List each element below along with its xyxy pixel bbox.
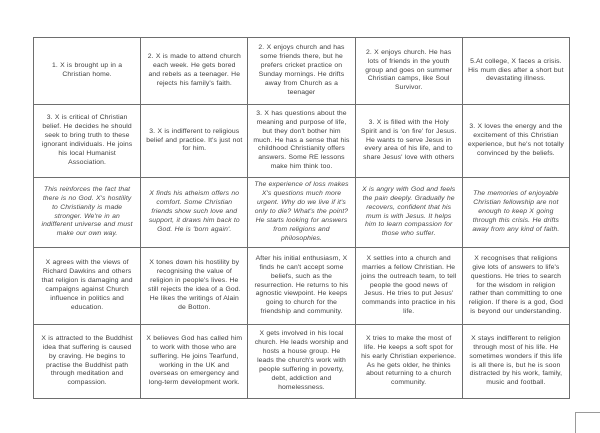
table-cell: 3. X is critical of Christian belief. He decides he should seek to bring truth to these ignorant individuals. He joins his local Humanist Association. [34,105,141,178]
table-row [34,248,570,325]
table-cell: X believes God has called him to work with those who are suffering. He joins Tearfund, working in the UK and overseas on emergency and long-term development work. [141,325,248,399]
table-cell: 3. X is filled with the Holy Spirit and is 'on fire' for Jesus. He wants to serve Jesus in every area of his life, and to share Jesus' love with others [355,105,462,178]
table-cell: 2. X enjoys church and has some friends there, but he prefers cricket practice on Sunday mornings. He drifts away from Church as a teenager [248,38,355,105]
table-cell: X tries to make the most of life. He keeps a soft spot for his early Christian experience. As he gets older, he thinks about returning to a church community. [355,325,462,399]
table-row [34,105,570,178]
table-cell: After his initial enthusiasm, X finds he can't accept some beliefs, such as the resurrection. He returns to his agnostic viewpoint. He keeps going to church for the friendship and community. [248,248,355,325]
next-table-corner-fragment [575,412,600,433]
table-cell: X stays indifferent to religion through most of his life. He sometimes wonders if this life is all there is, but he is soon distracted by his work, family, music and football. [462,325,569,399]
table-cell: X gets involved in his local church. He leads worship and hosts a house group. He leads the church's work with people suffering in poverty, debt, addiction and homelessness. [248,325,355,399]
table-cell: X settles into a church and marries a fellow Christian. He joins the outreach team, to tell people the good news of Jesus. He tries to put Jesus' commands into practice in his life. [355,248,462,325]
table-cell: 2. X is made to attend church each week. He gets bored and rebels as a teenager. He rejects his family's faith. [141,38,248,105]
table-row-italic [34,178,570,248]
table-cell: The memories of enjoyable Christian fellowship are not enough to keep X going through this crisis. He drifts away from any kind of faith. [462,178,569,248]
table-row [34,325,570,399]
table-cell: X finds his atheism offers no comfort. Some Christian friends show such love and support, it draws him back to God. He is 'born again'. [141,178,248,248]
table-cell: This reinforces the fact that there is no God. X's hostility to Christianity is made stronger. We're in an indifferent universe and must make our own way. [34,178,141,248]
table-cell: X is attracted to the Buddhist idea that suffering is caused by craving. He begins to practise the Buddhist path through meditation and compassion. [34,325,141,399]
table-cell: X tones down his hostility by recognising the value of religion in people's lives. He still rejects the idea of a God. He likes the writings of Alain de Botton. [141,248,248,325]
table-row [34,38,570,105]
table-cell: X recognises that religions give lots of answers to life's questions. He tries to search for the wisdom in religion rather than committing to one religion. If there is a god, God is beyond our understanding. [462,248,569,325]
table-cell: 2. X enjoys church. He has lots of friends in the youth group and goes on summer Christian camps, like Soul Survivor. [355,38,462,105]
table-cell: 5.At college, X faces a crisis. His mum dies after a short but devastating illness. [462,38,569,105]
table-cell: 3. X is indifferent to religious belief and practice. It's just not for him. [141,105,248,178]
worksheet-table [33,37,570,399]
table-cell: X is angry with God and feels the pain deeply. Gradually he recovers, confident that his mum is with Jesus. It helps him to learn compassion for those who suffer. [355,178,462,248]
table-cell: 1. X is brought up in a Christian home. [34,38,141,105]
table-cell: X agrees with the views of Richard Dawkins and others that religion is damaging and campaigns against Church influence in politics and education. [34,248,141,325]
table-cell: 3. X loves the energy and the excitement of this Christian experience, but he's not totally convinced by the beliefs. [462,105,569,178]
table-cell: The experience of loss makes X's questions much more urgent. Why do we live if it's only to die? What's the point? He starts looking for answers from religions and philosophies. [248,178,355,248]
table-cell: 3. X has questions about the meaning and purpose of life, but they don't bother him much. He has a sense that his childhood Christianity offers answers. Some RE lessons make him think too. [248,105,355,178]
